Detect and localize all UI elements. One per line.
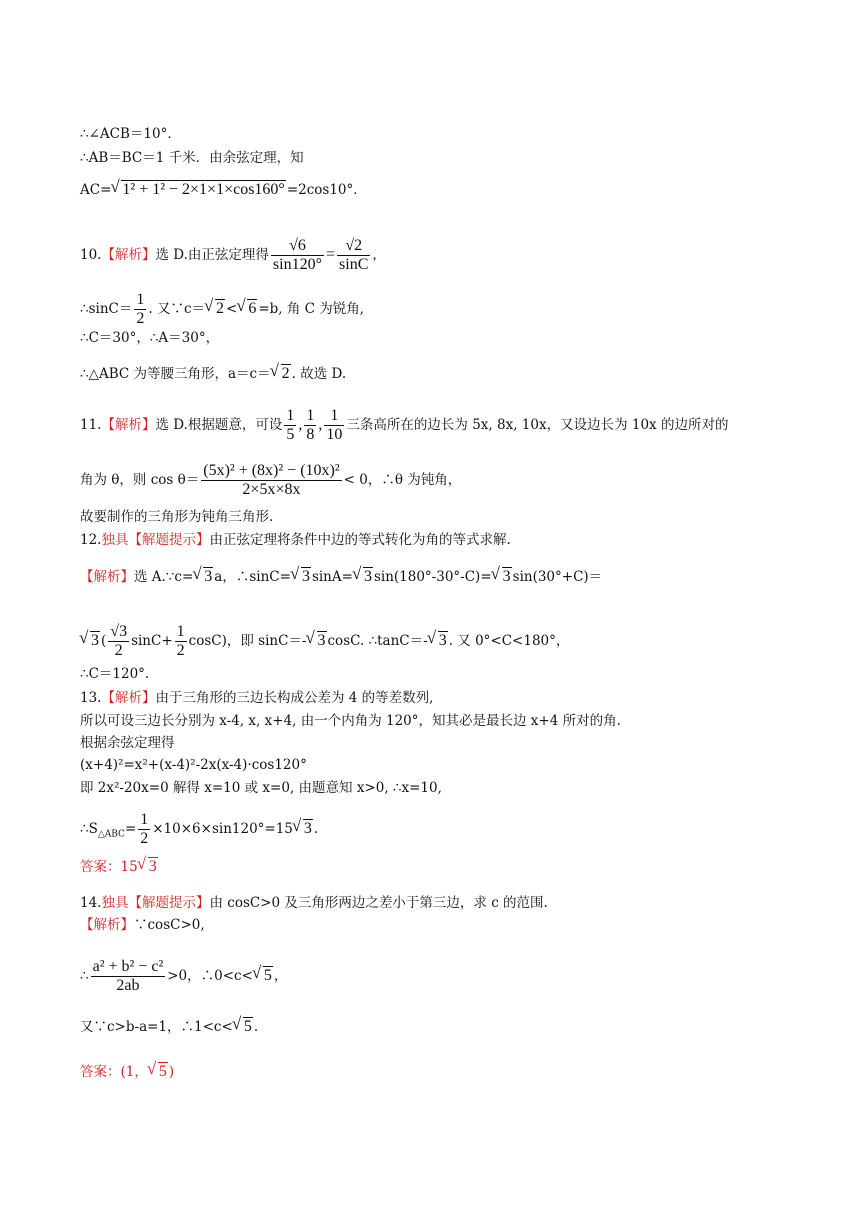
p10-b3: < (226, 301, 238, 317)
p11-line3: 故要制作的三角形为钝角三角形. (80, 509, 274, 525)
p12-b4: cosC. ∴tanC＝- (327, 633, 428, 649)
p10-d-sqrt2 (271, 364, 291, 384)
p12-tip-tag: 【解题提示】 (128, 532, 210, 548)
p10-sqrt6 (237, 299, 257, 319)
p12-frac-sqrt3-2 (108, 623, 129, 660)
p13-f1: ∴S (80, 821, 98, 837)
p12-b1: ( (101, 633, 107, 649)
p13-line1 (80, 688, 433, 708)
p11-number: 11. (80, 417, 102, 433)
p13-sqrt3 (293, 819, 313, 839)
p12-line1 (80, 530, 511, 550)
p12-tip-text: 由正弦定理将条件中边的等式转化为角的等式求解. (209, 532, 511, 548)
p10-text-a: 选 D.由正弦定理得 (155, 247, 269, 263)
p10-line1 (80, 237, 386, 274)
p13-frac-half-num: 1 (140, 811, 149, 828)
p14-sqrt5-a (253, 966, 273, 986)
p10-half-num: 1 (136, 291, 145, 308)
p14-line3 (80, 958, 287, 995)
p12-line2 (80, 567, 602, 587)
p11-cos-den: 2×5x×8x (242, 481, 301, 498)
p13-line6 (80, 811, 318, 848)
p14-dj: 独具 (101, 895, 129, 911)
p11-b2: < 0，∴θ 为钝角， (343, 472, 462, 488)
p10-sqrt6-val: 6 (248, 300, 257, 317)
p12-number: 12. (80, 532, 102, 548)
p12-sqrt3-e-val: 3 (91, 632, 99, 649)
p12-b5: . 又 0°<C<180°， (448, 633, 570, 649)
p12-frac-sqrt3-den: 2 (114, 642, 123, 659)
p13-answer-sqrt3 (138, 857, 158, 877)
p11-frac-1 (284, 407, 296, 444)
p9-radicand: 1² + 1² − 2×1×1×cos160° (122, 181, 285, 198)
p12-a2: a，∴sinC= (214, 569, 291, 585)
p10-f1-den: sin120° (272, 256, 322, 273)
p14-tip-text: 由 cosC>0 及三角形两边之差小于第三边，求 c 的范围. (209, 895, 548, 911)
p13-f3: ×10×6×sin120°=15 (152, 821, 293, 837)
p13-line2: 所以可设三边长分别为 x-4, x, x+4, 由一个内角为 120°，知其必是最长边 x+4 所对的角. (80, 713, 621, 729)
p13-f2: = (124, 821, 137, 837)
p13-analysis-tag: 【解析】 (101, 690, 156, 706)
p12-line4: ∴C＝120°. (80, 666, 150, 682)
p14-frac-den: 2ab (116, 977, 140, 994)
p11-b1: 角为 θ，则 cos θ＝ (80, 472, 200, 488)
p12-sqrt3-b (291, 567, 311, 587)
p14-answer (80, 1062, 174, 1082)
p12-sqrt3-c-val: 3 (363, 568, 372, 585)
p13-f-sub: △ABC (97, 829, 125, 840)
p12-b2: sinC+ (131, 633, 173, 649)
p10-f1-num: √6 (271, 237, 324, 256)
p11-cos-fraction (201, 462, 341, 499)
p12-sqrt3-a (193, 567, 213, 587)
p12-frac-half-den: 2 (176, 642, 185, 659)
p11-line1: 11.【解析】选 D.根据题意，可设 $\frac{1}{5}$ , $\frac{1}{8}$ , $\frac{1}{10}$ 三条高所在的边长为 5x, 8x, 10x，又设边长为 10x 的边所对的 (80, 407, 729, 443)
p10-number: 10. (80, 247, 102, 263)
p11-line2 (80, 462, 461, 499)
p10-half-den: 2 (136, 310, 145, 327)
p11-a2: 三条高所在的边长为 5x, 8x, 10x，又设边长为 10x 的边所对的 (346, 417, 729, 433)
p10-fraction-2 (337, 237, 370, 274)
p12-a4: sin(180°-30°-C)= (373, 569, 492, 585)
p11-cos-num: (5x)² + (8x)² − (10x)² (203, 462, 340, 479)
p12-line3 (80, 623, 569, 660)
p11-frac-1-num: 1 (286, 407, 295, 424)
p10-b1: ∴sinC＝ (80, 301, 133, 317)
p14-number: 14. (80, 895, 102, 911)
p14-line4 (80, 1017, 258, 1037)
p13-a: 由于三角形的三边长构成公差为 4 的等差数列, (155, 690, 434, 706)
p12-sqrt3-d (492, 567, 512, 587)
p9-line3 (80, 180, 367, 200)
p12-analysis-tag: 【解析】 (80, 569, 134, 585)
p12-sqrt3-c (353, 567, 373, 587)
p10-fraction-1 (271, 237, 324, 274)
p12-frac-half (175, 623, 187, 660)
p13-frac-half-den: 2 (140, 830, 149, 847)
p12-sqrt3-d-val: 3 (502, 568, 511, 585)
p12-sqrt3-f-val: 3 (317, 632, 326, 649)
p14-sqrt5-a-val: 5 (263, 967, 272, 984)
p14-answer-sqrt5 (148, 1062, 168, 1082)
p13-line3: 根据余弦定理得 (80, 735, 175, 751)
p13-number: 13. (80, 690, 102, 706)
p9-ac-label: AC= (80, 182, 112, 198)
p13-line4: (x+4)²=x²+(x-4)²-2x(x-4)·cos120° (80, 757, 307, 773)
p10-sqrt2-val: 2 (216, 300, 225, 317)
p13-answer-sqrt3-val: 3 (148, 858, 157, 875)
p10-d1: ∴△ABC 为等腰三角形，a＝c＝ (80, 366, 271, 382)
p14-analysis-tag: 【解析】 (80, 917, 134, 933)
p9-line2: ∴AB＝BC＝1 千米．由余弦定理，知 (80, 150, 304, 166)
p10-line2 (80, 291, 364, 328)
p14-b3: ， (273, 968, 288, 984)
p12-a3: sinA= (311, 569, 353, 585)
p14-tip-tag: 【解题提示】 (128, 895, 210, 911)
p13-frac-half (138, 811, 150, 848)
p12-frac-sqrt3-num: √3 (110, 623, 128, 640)
p12-sqrt3-g (428, 631, 448, 651)
p14-line1 (80, 893, 548, 913)
p12-sqrt3-f (307, 631, 327, 651)
p12-a5: sin(30°+C)＝ (512, 569, 603, 585)
p10-analysis-tag: 【解析】 (101, 247, 156, 263)
p12-sqrt3-e (80, 631, 100, 651)
p11-analysis-tag: 【解析】 (101, 417, 156, 433)
p10-sqrt2 (205, 299, 225, 319)
p14-sqrt5-b (233, 1017, 253, 1037)
p10-d-sqrt2-val: 2 (281, 365, 290, 382)
p13-answer (80, 857, 159, 877)
p10-f2-den: sinC (339, 256, 369, 273)
p14-answer-open: 答案：(1， (80, 1064, 148, 1080)
p14-answer-sqrt5-val: 5 (158, 1063, 167, 1080)
p10-f2-num: √2 (337, 237, 370, 256)
p10-comma: ， (372, 247, 386, 263)
p14-b2: >0，∴0<c< (167, 968, 253, 984)
p9-radical (111, 180, 285, 200)
p11-a1: 选 D.根据题意，可设 (155, 417, 283, 433)
p11-frac-3 (324, 407, 344, 444)
p11-frac-3-num: 1 (324, 407, 344, 426)
p11-frac-2-den: 8 (306, 426, 315, 443)
p14-c1: 又∵c>b-a=1，∴1<c< (80, 1019, 233, 1035)
p12-frac-half-num: 1 (176, 623, 185, 640)
p10-b4: =b, 角 C 为锐角, (258, 301, 365, 317)
p10-equals: = (326, 246, 336, 263)
p13-f4: . (313, 821, 319, 837)
p11-frac-2-num: 1 (306, 407, 315, 424)
p10-half (134, 291, 146, 328)
p9-line1: ∴∠ACB＝10°． (80, 126, 181, 142)
p14-c2: . (253, 1019, 259, 1035)
p14-frac-num: a² + b² − c² (92, 958, 164, 975)
p14-a: ∵cosC>0, (134, 917, 205, 933)
p14-answer-close: ) (168, 1064, 175, 1080)
p13-line5: 即 2x²-20x=0 解得 x=10 或 x=0, 由题意知 x>0, ∴x=10, (80, 780, 442, 796)
p12-sqrt3-g-val: 3 (438, 632, 447, 649)
p14-line2 (80, 915, 205, 935)
p10-line4 (80, 364, 346, 384)
p13-sqrt3-val: 3 (303, 820, 312, 837)
p10-line3: ∴C＝30°，∴A＝30°， (80, 330, 220, 346)
p13-answer-label: 答案：15 (80, 859, 138, 875)
p14-b1: ∴ (80, 968, 89, 984)
p14-sqrt5-b-val: 5 (243, 1018, 252, 1035)
p12-dj: 独具 (101, 532, 129, 548)
p9-result: =2cos10°． (286, 182, 367, 198)
p12-b3: cosC)，即 sinC＝- (188, 633, 307, 649)
p11-frac-2 (304, 407, 316, 444)
p12-a1: 选 A.∵c= (134, 569, 194, 585)
p12-sqrt3-b-val: 3 (301, 568, 310, 585)
p12-sqrt3-a-val: 3 (204, 568, 213, 585)
p14-fraction (91, 958, 166, 995)
p10-b2: . 又∵c＝ (148, 301, 206, 317)
p11-frac-3-den: 10 (326, 426, 343, 443)
p11-frac-1-den: 5 (286, 426, 295, 443)
p10-d2: . 故选 D. (291, 366, 347, 382)
